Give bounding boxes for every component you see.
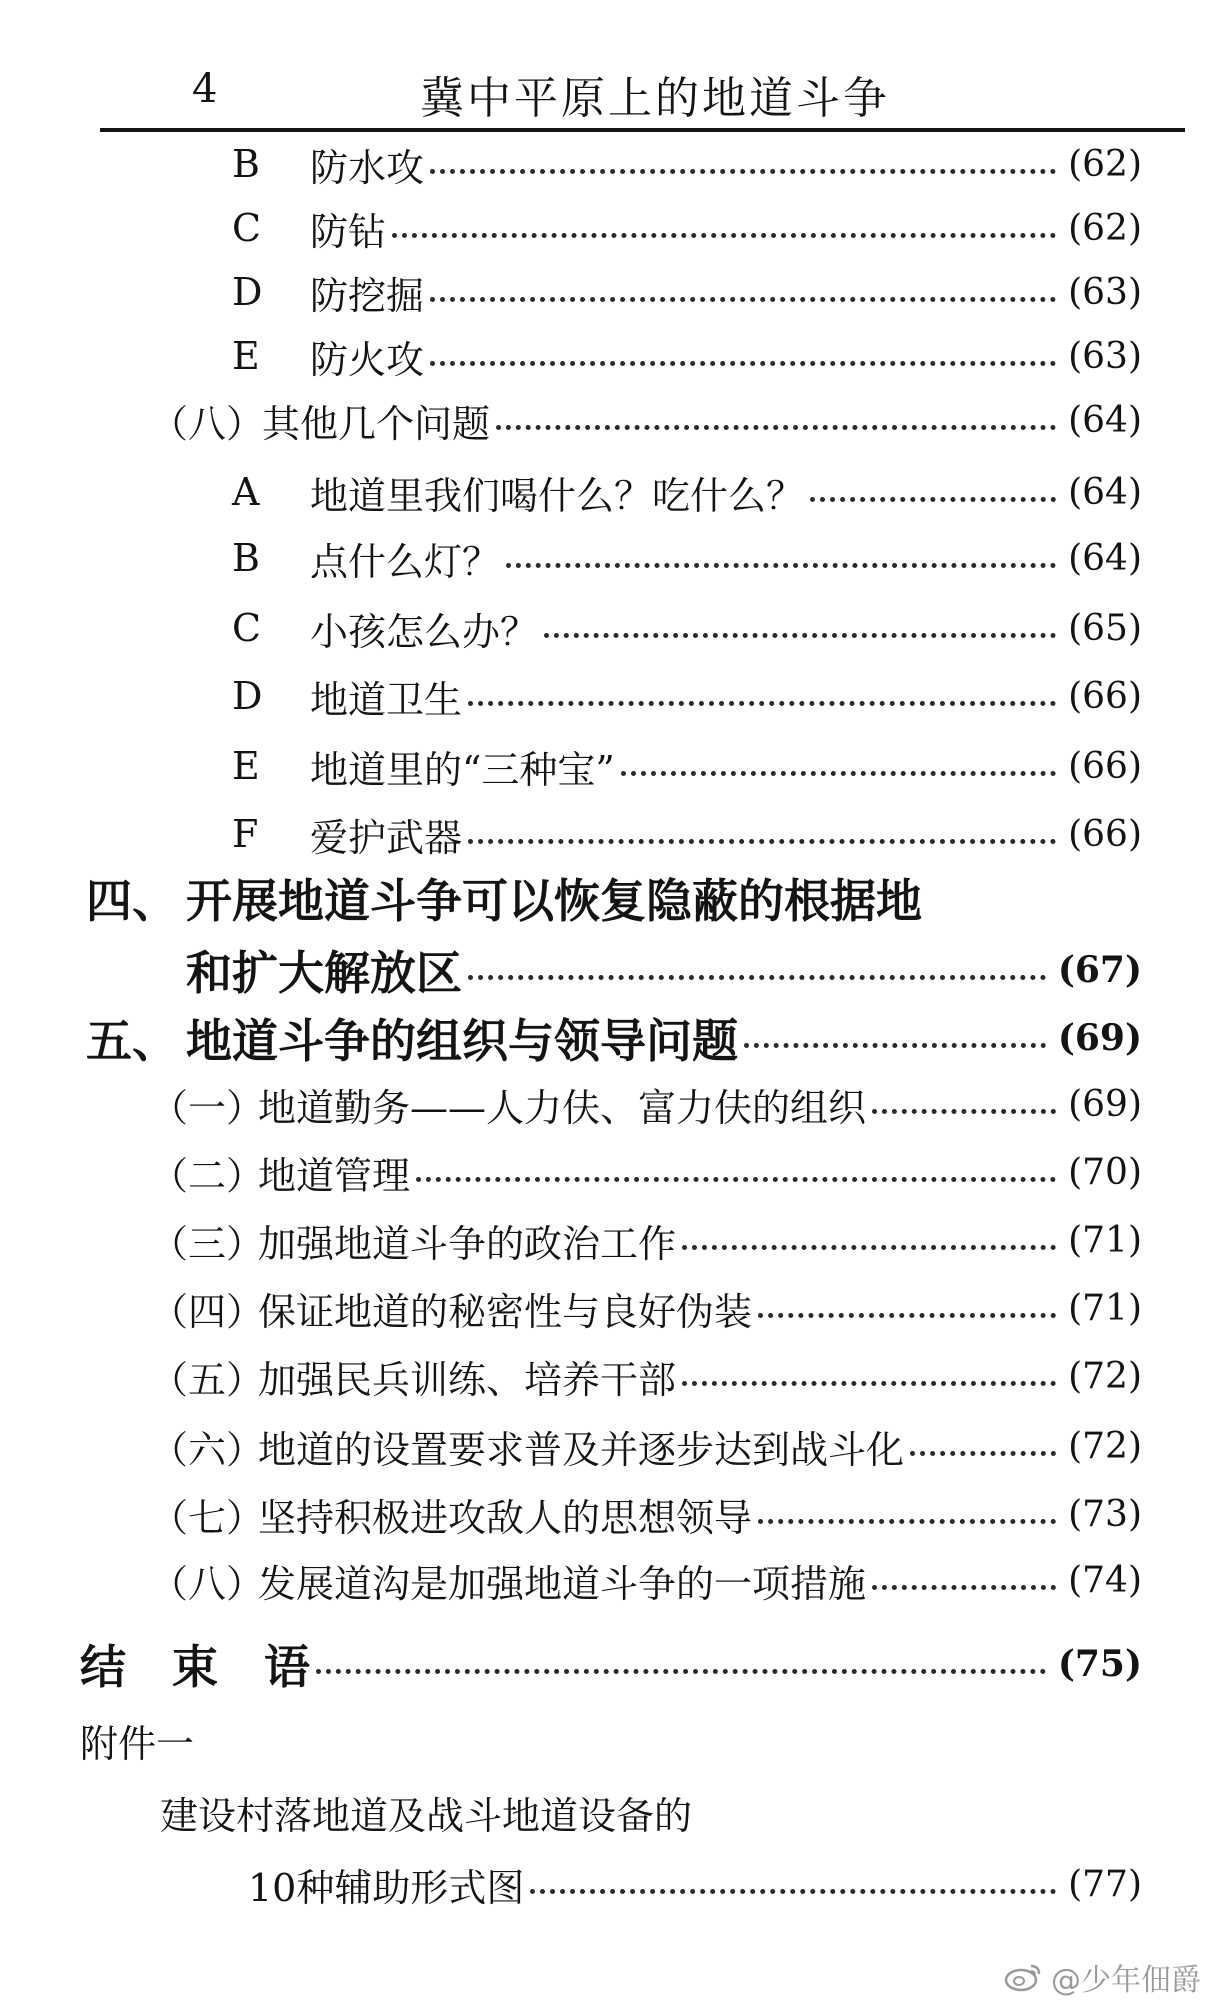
toc-label: 地道的设置要求普及并逐步达到战斗化 <box>258 1427 905 1472</box>
toc-label: 地道里的“三种宝” <box>310 747 615 792</box>
toc-label: 坚持积极进攻敌人的思想领导 <box>258 1495 753 1540</box>
toc-label: 防钻 <box>310 209 387 254</box>
toc-label: 地道里我们喝什么？吃什么？ <box>310 473 805 518</box>
dot-leader <box>872 1585 1056 1590</box>
toc-marker: （一） <box>150 1085 265 1130</box>
toc-entry-5-8 <box>150 1552 1142 1608</box>
dot-leader <box>682 1381 1056 1386</box>
dot-leader <box>416 1177 1056 1182</box>
toc-page-ref: (64) <box>1068 471 1142 513</box>
toc-marker: E <box>232 744 260 788</box>
dot-leader <box>682 1245 1056 1250</box>
toc-label: 其他几个问题 <box>262 401 491 446</box>
toc-label: 点什么灯？ <box>310 539 501 584</box>
toc-entry-section-4 <box>86 870 1142 926</box>
toc-label: 10种辅助形式图 <box>248 1865 525 1910</box>
toc-entry-c-drill <box>232 200 1142 256</box>
toc-page-ref: (67) <box>1057 949 1142 991</box>
toc-page-ref: (72) <box>1068 1425 1142 1467</box>
dot-leader <box>506 563 1056 568</box>
toc-entry-conclusion <box>80 1636 1142 1692</box>
toc-entry-5-7 <box>150 1486 1142 1542</box>
toc-entry-d-dig <box>232 264 1142 320</box>
toc-label: 地道勤务——人力伕、富力伕的组织 <box>258 1085 867 1130</box>
toc-marker: D <box>232 674 263 718</box>
toc-page-ref: (63) <box>1068 271 1142 313</box>
dot-leader <box>316 1669 1046 1674</box>
toc-entry-d-hygiene <box>232 668 1142 724</box>
toc-marker: D <box>232 270 263 314</box>
toc-label: 加强地道斗争的政治工作 <box>258 1221 677 1266</box>
toc-entry-8-other <box>150 392 1142 448</box>
toc-page-ref: (64) <box>1068 399 1142 441</box>
toc-label: 地道管理 <box>258 1153 411 1198</box>
dot-leader <box>430 297 1056 302</box>
toc-entry-b-lamp <box>232 530 1142 586</box>
dot-leader <box>530 1889 1056 1894</box>
toc-entry-c-kids <box>232 600 1142 656</box>
appendix-line-1: 建设村落地道及战斗地道设备的 <box>160 1793 693 1838</box>
toc-label: 和扩大解放区 <box>186 946 462 1000</box>
toc-page-ref: (70) <box>1068 1151 1142 1193</box>
toc-label: 结 束 语 <box>80 1640 310 1694</box>
toc-marker: F <box>232 812 259 856</box>
dot-leader <box>621 771 1056 776</box>
toc-label: 小孩怎么办？ <box>310 609 539 654</box>
watermark-text: @少年佃爵 <box>1051 1963 1201 1998</box>
toc-page-ref: (75) <box>1057 1643 1142 1685</box>
toc-entry-5-1 <box>150 1076 1142 1132</box>
watermark <box>1003 1955 1201 1999</box>
toc-page-ref: (71) <box>1068 1219 1142 1261</box>
toc-label: 防水攻 <box>310 145 425 190</box>
appendix-heading: 附件一 <box>80 1721 195 1766</box>
toc-marker: （六） <box>150 1427 265 1472</box>
toc-label: 地道斗争的组织与领导问题 <box>186 1014 738 1068</box>
toc-label: 发展道沟是加强地道斗争的一项措施 <box>258 1561 867 1606</box>
dot-leader <box>810 497 1056 502</box>
toc-label: 加强民兵训练、培养干部 <box>258 1357 677 1402</box>
dot-leader <box>430 361 1056 366</box>
dot-leader <box>468 975 1046 980</box>
dot-leader <box>430 169 1056 174</box>
toc-page-ref: (66) <box>1068 745 1142 787</box>
toc-page-ref: (71) <box>1068 1287 1142 1329</box>
toc-entry-f-weapons <box>232 806 1142 862</box>
toc-marker: C <box>232 206 262 250</box>
toc-page-ref: (74) <box>1068 1559 1142 1601</box>
toc-label: 爱护武器 <box>310 815 463 860</box>
toc-page-ref: (77) <box>1068 1863 1142 1905</box>
dot-leader <box>872 1109 1056 1114</box>
toc-marker: （八） <box>150 1561 265 1606</box>
dot-leader <box>758 1313 1056 1318</box>
toc-page-ref: (69) <box>1068 1083 1142 1125</box>
dot-leader <box>910 1451 1056 1456</box>
dot-leader <box>496 425 1056 430</box>
toc-entry-5-5 <box>150 1348 1142 1404</box>
toc-page-ref: (62) <box>1068 143 1142 185</box>
toc-entry-section-4-cont <box>186 942 1142 998</box>
header-page-number: 4 <box>192 66 218 112</box>
toc-page-ref: (64) <box>1068 537 1142 579</box>
toc-entry-e-fire <box>232 328 1142 384</box>
toc-entry-appendix <box>248 1856 1142 1912</box>
dot-leader <box>744 1043 1046 1048</box>
toc-entry-5-4 <box>150 1280 1142 1336</box>
toc-label: 地道卫生 <box>310 677 463 722</box>
toc-entry-5-2 <box>150 1144 1142 1200</box>
header-rule <box>100 128 1185 132</box>
toc-marker: 四、 <box>86 874 178 928</box>
toc-entry-5-6 <box>150 1418 1142 1474</box>
toc-marker: （三） <box>150 1221 265 1266</box>
dot-leader <box>468 701 1056 706</box>
toc-marker: （八） <box>150 401 265 446</box>
toc-marker: A <box>232 470 260 514</box>
toc-label: 开展地道斗争可以恢复隐蔽的根据地 <box>186 874 922 928</box>
toc-marker: B <box>232 142 260 186</box>
toc-page-ref: (66) <box>1068 675 1142 717</box>
toc-label: 保证地道的秘密性与良好伪装 <box>258 1289 753 1334</box>
toc-marker: （五） <box>150 1357 265 1402</box>
header-title: 冀中平原上的地道斗争 <box>420 73 890 124</box>
dot-leader <box>468 839 1056 844</box>
toc-marker: C <box>232 606 262 650</box>
toc-page-ref: (62) <box>1068 207 1142 249</box>
toc-page-ref: (73) <box>1068 1493 1142 1535</box>
toc-page-ref: (72) <box>1068 1355 1142 1397</box>
toc-page-ref: (63) <box>1068 335 1142 377</box>
toc-entry-e-treasures <box>232 738 1142 794</box>
toc-entry-a-eat <box>232 464 1142 520</box>
weibo-logo-icon <box>1003 1962 1043 1992</box>
toc-page-ref: (69) <box>1057 1017 1142 1059</box>
dot-leader <box>544 633 1056 638</box>
toc-page-ref: (66) <box>1068 813 1142 855</box>
toc-label: 防挖掘 <box>310 273 425 318</box>
toc-marker: B <box>232 536 260 580</box>
toc-entry-section-5 <box>86 1010 1142 1066</box>
toc-page-ref: (65) <box>1068 607 1142 649</box>
toc-marker: 五、 <box>86 1014 178 1068</box>
toc-marker: （四） <box>150 1289 265 1334</box>
toc-marker: E <box>232 334 260 378</box>
dot-leader <box>758 1519 1056 1524</box>
toc-marker: （七） <box>150 1495 265 1540</box>
dot-leader <box>392 233 1056 238</box>
toc-entry-b-water <box>232 136 1142 192</box>
toc-marker: （二） <box>150 1153 265 1198</box>
toc-entry-5-3 <box>150 1212 1142 1268</box>
toc-label: 防火攻 <box>310 337 425 382</box>
